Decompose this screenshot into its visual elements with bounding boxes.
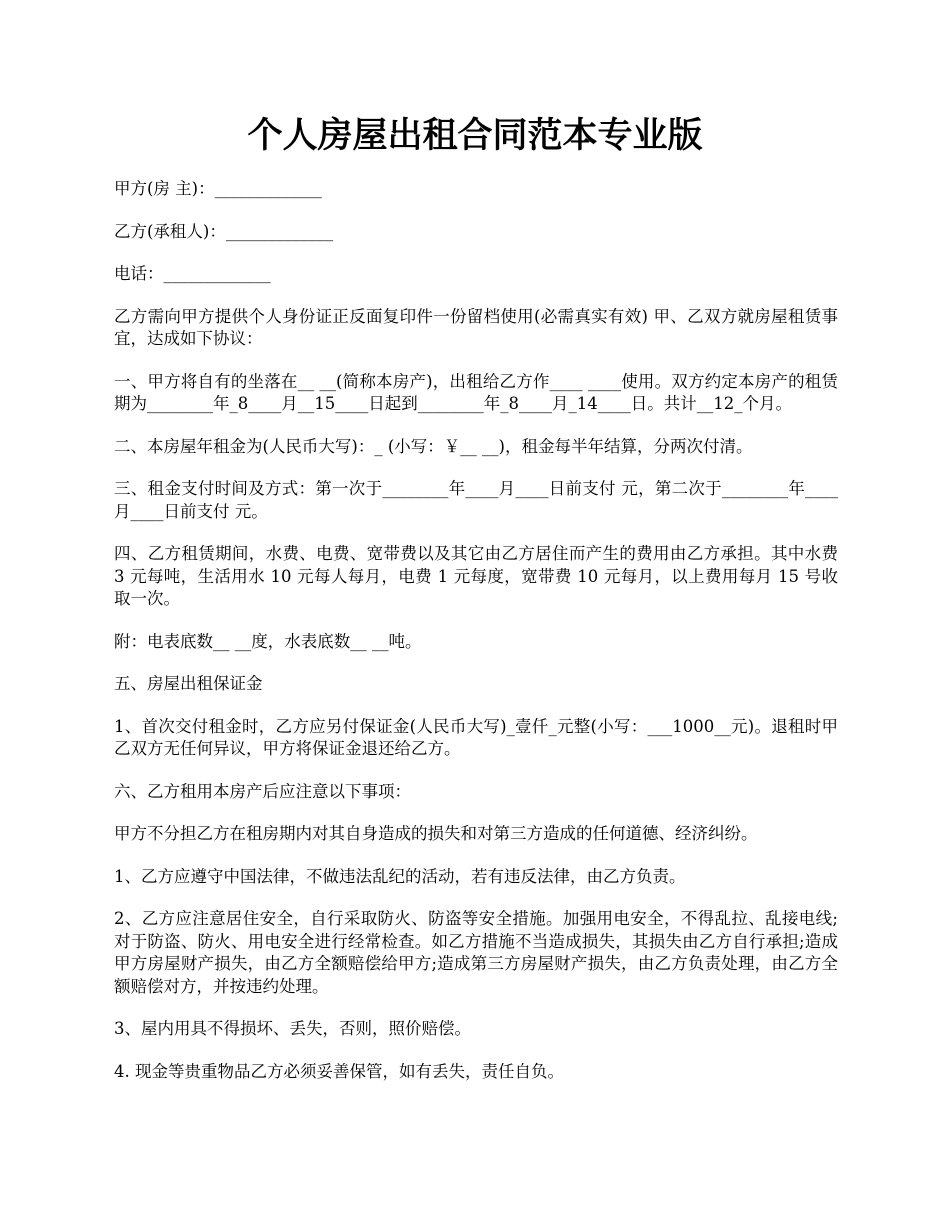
party-a-line: 甲方(房 主)：_____________ [114,179,322,198]
clause-2: 二、本房屋年租金为(人民币大写)：_ (小写：￥__ __)，租金每半年结算，分两次付清。 [114,436,753,456]
phone-line: 电话：_____________ [114,264,271,283]
meter-readings: 附：电表底数__ __度，水表底数__ __吨。 [114,631,422,651]
deposit-item-1: 1、首次交付租金时，乙方应另付保证金(人民币大写)_壹仟_元整(小写：___1000__元)。退租时甲乙双方无任何异议，甲方将保证金退还给乙方。 [114,716,838,758]
intro-paragraph: 乙方需向甲方提供个人身份证正反面复印件一份留档使用(必需真实有效) 甲、乙双方就房屋租赁事宜，达成如下协议： [114,306,838,348]
clause-5-heading: 五、房屋出租保证金 [114,674,263,693]
notice-item-2: 2、乙方应注意居住安全，自行采取防火、防盗等安全措施。加强用电安全，不得乱拉、乱接电线;对于防盗、防火、用电安全进行经常检查。如乙方措施不当造成损失，其损失由乙方自行承担;造成甲方房屋财产损失，由乙方全额赔偿给甲方;造成第三方房屋财产损失，由乙方负责处理，由乙方全额赔偿对方，并按违约处理。 [114,909,838,996]
clause-4: 四、乙方租赁期间，水费、电费、宽带费以及其它由乙方居住而产生的费用由乙方承担。其中水费 3 元每吨，生活用水 10 元每人每月，电费 1 元每度，宽带费 10 元每月，以上费用每月 15 号收取一次。 [114,544,838,608]
document-title: 个人房屋出租合同范本专业版 [247,115,703,156]
clause-3: 三、租金支付时间及方式：第一次于________年____月____日前支付 元，第二次于________年____月____日前支付 元。 [114,479,838,521]
liability-note: 甲方不分担乙方在租房期内对其自身造成的损失和对第三方造成的任何道德、经济纠纷。 [114,824,758,843]
notice-item-1: 1、乙方应遵守中国法律，不做违法乱纪的活动，若有违反法律，由乙方负责。 [114,866,686,886]
document-body [114,178,838,1103]
notice-item-4: 4. 现金等贵重物品乙方必须妥善保管，如有丢失，责任自负。 [114,1061,564,1081]
notice-item-3: 3、屋内用具不得损坏、丢失，否则，照价赔偿。 [114,1019,471,1038]
clause-6-heading: 六、乙方租用本房产后应注意以下事项： [114,781,411,801]
party-b-line: 乙方(承租人)：_____________ [114,221,334,241]
clause-1: 一、甲方将自有的坐落在__ __(简称本房产)，出租给乙方作____ ____使用。双方约定本房产的租赁期为________年_8____月__15____日起到________年_8____月_14____日。共计__12_个月。 [114,371,838,413]
